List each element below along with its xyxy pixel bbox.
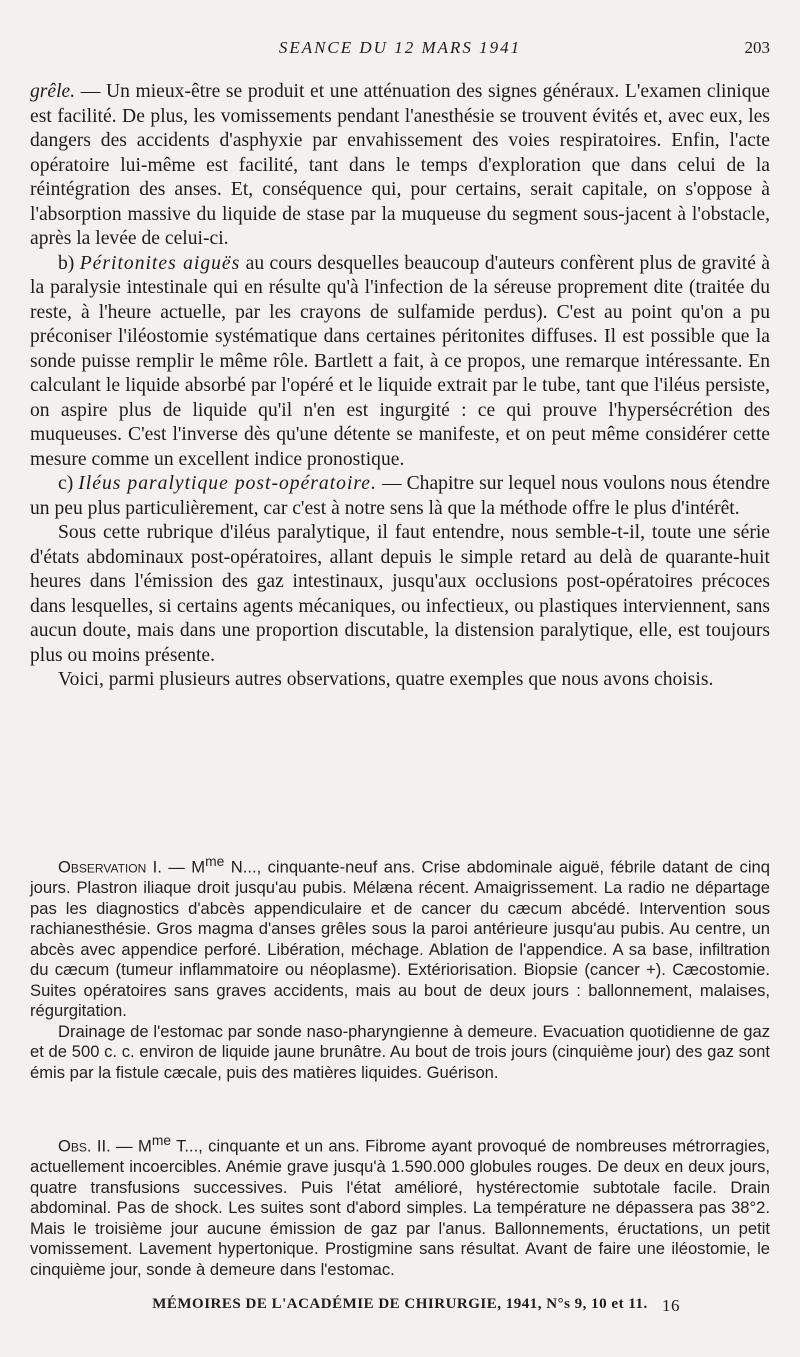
observation-paragraph [30, 1130, 770, 1280]
observation-label: Obs. II. [58, 1136, 111, 1156]
running-footer [30, 1296, 770, 1313]
paragraph [30, 80, 770, 252]
observation-title: — M [110, 1136, 152, 1156]
paragraph: Sous cette rubrique d'iléus paralytique, il faut entendre, nous semble-t-il, toute une série d'états abdominaux post-opératoires, allant depuis le simple retard au delà de quarante-huit heures dans l'émission des gaz intestinaux, jusqu'aux occlusions post-opératoires précoces dans lesquelles, si certains agents mécaniques, ou infectieux, ou plastiques interviennent, sans aucun doute, mais dans une proportion discutable, la distension paralytique, elle, est toujours plus ou moins présente. [30, 522, 770, 666]
superscript: me [151, 1132, 172, 1148]
observation-text: N..., cinquante-neuf ans. Crise abdominale aiguë, fébrile datant de cinq jours. Plastron iliaque droit jusqu'au pubis. Mélæna récent. Amaigrissement. La radio ne départage pas les diagnostics d'abcès appendiculaire et de cancer du cæcum abcédé. Intervention sous rachianesthésie. Gros magma d'anses grêles sous la paroi antérieure jusqu'au pubis. Au centre, un abcès avec appendice perforé. Libération, méchage. Ablation de l'appendice. A sa base, infiltration du cæcum (tumeur inflammatoire ou néoplasme). Extériorisation. Biopsie (cancer +). Cæcostomie. Suites opératoires sans graves accidents, mais au bout de deux jours : ballonnement, malaises, régurgitation. [30, 857, 771, 1021]
observation-paragraph: Drainage de l'estomac par sonde naso-pharyngienne à demeure. Evacuation quotidienne de gaz et de 500 c. c. environ de liquide jaune brunâtre. Au bout de trois jours (cinquième jour) des gaz sont émis par la fistule cæcale, puis des matières liquides. Guérison. [30, 1021, 770, 1082]
paragraph [30, 252, 770, 473]
page-number: 203 [744, 38, 770, 57]
paragraph: Voici, parmi plusieurs autres observations, quatre exemples que nous avons choisis. [58, 669, 714, 690]
running-header [30, 38, 770, 68]
italic-word: grêle. [30, 81, 76, 102]
section-heading: Iléus paralytique post-opératoire. [78, 473, 377, 494]
paragraph-text: — Chapitre sur lequel nous voulons nous étendre un peu plus particulièrement, car c'est à notre sens là que la méthode offre le plus d'intérêt. [30, 473, 770, 519]
signature-mark: 16 [662, 1296, 680, 1315]
observation-paragraph [30, 851, 770, 1022]
observation-2 [30, 1130, 770, 1280]
observation-text: T..., cinquante et un ans. Fibrome ayant provoqué de nombreuses métrorragies, actuellement incoercibles. Anémie grave jusqu'à 1.590.000 globules rouges. De deux en deux jours, quatre transfusions successives. Puis l'état amélioré, hystérectomie subtotale facile. Drain abdominal. Pas de shock. Les suites sont d'abord simples. La température ne dépassera pas 38°2. Mais le troisième jour aucune émission de gaz par l'anus. Ballonnements, éructations, un petit vomissement. Lavement hypertonique. Prostigmine sans résultat. Avant de faire une iléostomie, le cinquième jour, sonde à demeure dans l'estomac. [30, 1136, 771, 1279]
list-label: b) [58, 252, 80, 274]
list-label: c) [58, 473, 79, 494]
section-heading: Péritonites aiguës [79, 252, 241, 274]
observation-label: Observation I. [58, 857, 162, 877]
superscript: me [205, 853, 225, 869]
main-text [30, 80, 770, 693]
footer-text: MÉMOIRES DE L'ACADÉMIE DE CHIRURGIE, 1941, N°s 9, 10 et 11. [152, 1296, 648, 1312]
paragraph-text: au cours desquelles beaucoup d'auteurs confèrent plus de gravité à la paralysie intestinale qui en résulte qu'à l'infection de la séreuse proprement dite (traitée du reste, à l'heure actuelle, par les crayons de sulfamide perdus). C'est au point qu'on a pu préconiser l'iléostomie systématique dans certaines péritonites diffuses. Il est possible que la sonde puisse remplir le même rôle. Bartlett a fait, à ce propos, une remarque intéressante. En calculant le liquide absorbé par l'opéré et le liquide extrait par le tube, tant que l'iléus persiste, on aspire plus de liquide qu'il n'en est ingurgité : ce qui prouve l'hypersécrétion des muqueuses. C'est l'inverse dès qu'une détente se manifeste, et on peut même considérer cette mesure comme un excellent indice pronostique. [30, 252, 770, 470]
header-title: SEANCE DU 12 MARS 1941 [278, 38, 522, 57]
observation-1 [30, 851, 770, 1083]
observation-title: — M [161, 857, 206, 877]
paragraph-text: — Un mieux-être se produit et une atténuation des signes généraux. L'examen clinique est facilité. De plus, les vomissements pendant l'anesthésie se trouvent évités et, avec eux, les dangers des accidents d'asphyxie par envahissement des voies respiratoires. Enfin, l'acte opératoire lui-même est facilité, tant dans le temps d'exploration que dans celui de la réintégration des anses. Et, conséquence qui, pour certains, serait capitale, on s'oppose à l'absorption massive du liquide de stase par la muqueuse du segment sous-jacent à l'obstacle, après la levée de celui-ci. [30, 81, 770, 249]
paragraph [30, 472, 770, 521]
